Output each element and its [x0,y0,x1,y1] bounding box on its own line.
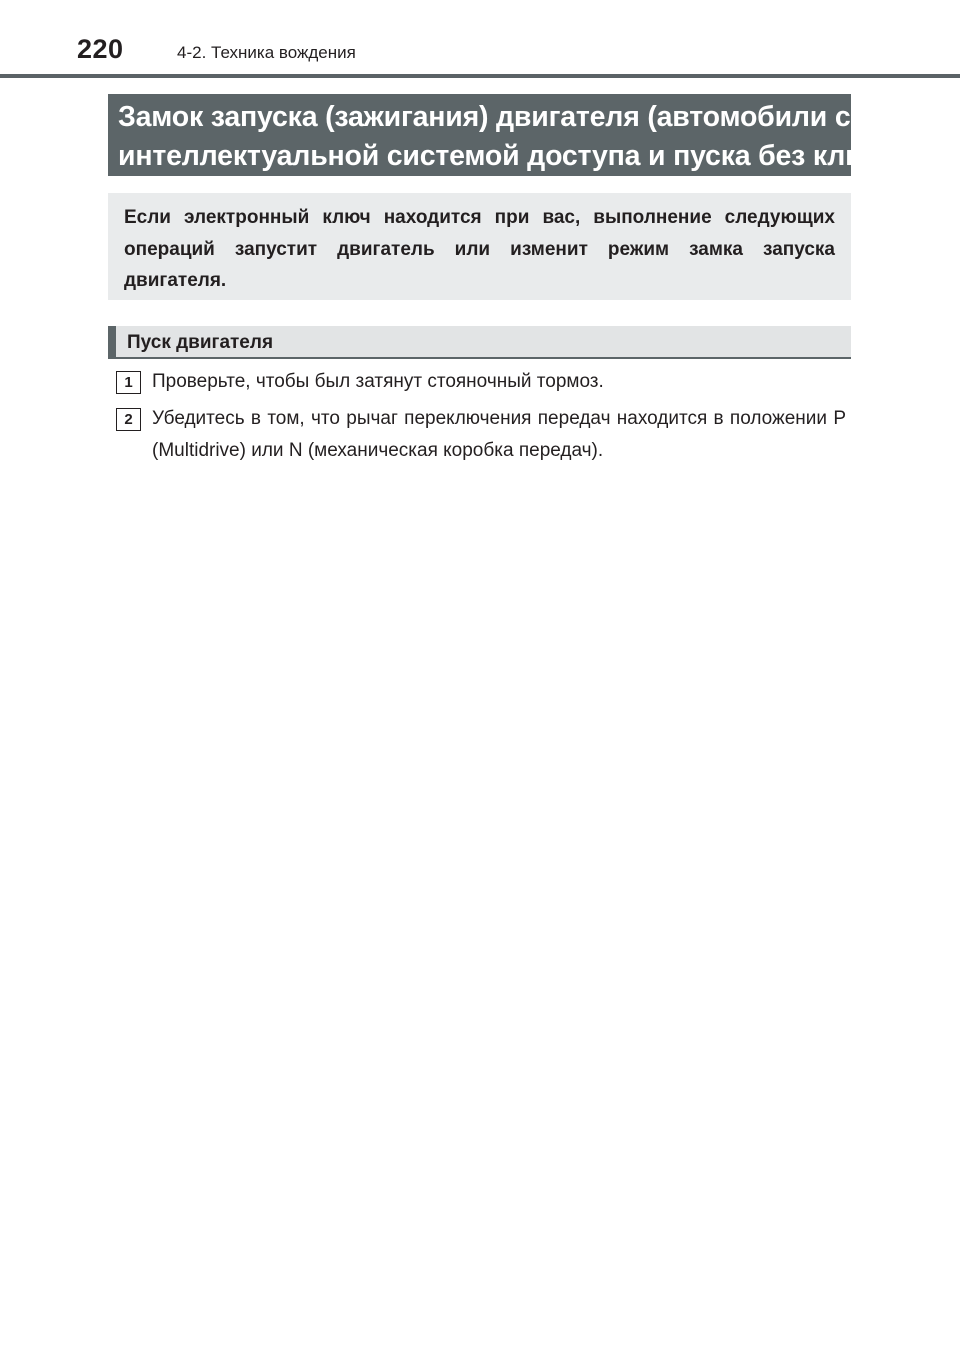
step-item [116,407,846,467]
page-header [0,0,960,80]
step-item [116,370,846,398]
section-label: 4-2. Техника вождения [177,43,356,62]
intro-box [108,193,851,300]
title-line-1: Замок запуска (зажигания) двигателя (автомобили с [118,101,851,133]
step-number-badge: 2 [116,408,141,431]
step-number-badge: 1 [116,371,141,394]
subheading-bar [108,326,851,359]
step-text: Убедитесь в том, что рычаг переключения передач находится в положении P (Multidrive) или N (механическая коробка передач). [152,408,846,461]
subheading-title: Пуск двигателя [127,332,274,353]
intro-text: Если электронный ключ находится при вас, выполнение следующих операций запустит двигатель или изменит режим замка запуска двигателя. [124,207,835,291]
page-number: 220 [77,34,124,64]
step-text: Проверьте, чтобы был затянут стояночный тормоз. [152,371,604,392]
section-title-banner [108,94,910,176]
title-line-2: интеллектуальной системой доступа и пуска без ключа) [118,140,910,172]
header-divider [0,74,960,78]
